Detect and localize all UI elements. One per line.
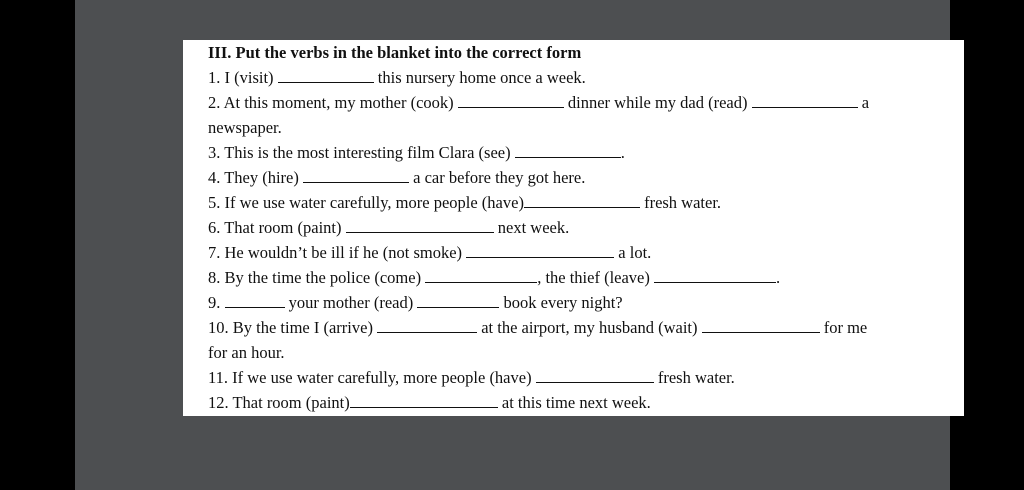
exercise-item-3 [208, 143, 944, 163]
item-text: dinner while my dad (read) [563, 93, 752, 112]
exercise-item-1 [208, 68, 944, 88]
answer-blank [536, 368, 654, 383]
exercise-item-10-continued [208, 343, 944, 363]
item-text: 7. He wouldn’t be ill if he (not smoke) [208, 243, 467, 262]
item-text: for me [819, 318, 868, 337]
item-text: at the airport, my husband (wait) [477, 318, 702, 337]
answer-blank [278, 68, 374, 83]
item-text: at this time next week. [497, 393, 651, 412]
item-text: 1. I (visit) [208, 68, 278, 87]
item-text: newspaper. [208, 118, 282, 137]
answer-blank [425, 268, 537, 283]
item-text: 9. [208, 293, 225, 312]
answer-blank [466, 243, 614, 258]
exercise-item-4 [208, 168, 944, 188]
answer-blank [417, 293, 499, 308]
item-text: for an hour. [208, 343, 285, 362]
worksheet-title: III. Put the verbs in the blanket into the correct form [208, 43, 582, 62]
item-text: 4. They (hire) [208, 168, 303, 187]
answer-blank [654, 268, 776, 283]
exercise-item-9 [208, 293, 944, 313]
answer-blank [303, 168, 409, 183]
answer-blank [515, 143, 621, 158]
exercise-item-6 [208, 218, 944, 238]
item-text: a [857, 93, 870, 112]
item-text: 5. If we use water carefully, more people (have) [208, 193, 524, 212]
worksheet-image [183, 40, 964, 416]
item-text: your mother (read) [284, 293, 418, 312]
answer-blank [225, 293, 285, 308]
exercise-item-5 [208, 193, 944, 213]
item-text: , the thief (leave) [537, 268, 655, 287]
item-text: 3. This is the most interesting film Clara (see) [208, 143, 515, 162]
item-text: next week. [493, 218, 570, 237]
item-text: 12. That room (paint) [208, 393, 350, 412]
document-viewer [75, 0, 950, 490]
item-text: a lot. [614, 243, 652, 262]
exercise-item-10 [208, 318, 944, 338]
answer-blank [524, 193, 640, 208]
item-text: fresh water. [653, 368, 735, 387]
answer-blank [752, 93, 858, 108]
answer-blank [458, 93, 564, 108]
item-text: 6. That room (paint) [208, 218, 346, 237]
answer-blank [346, 218, 494, 233]
exercise-item-2-continued [208, 118, 944, 138]
item-text: book every night? [499, 293, 623, 312]
exercise-item-11 [208, 368, 944, 388]
exercise-item-7 [208, 243, 944, 263]
answer-blank [377, 318, 477, 333]
exercise-item-2 [208, 93, 944, 113]
exercise-item-12 [208, 393, 944, 413]
item-text: 2. At this moment, my mother (cook) [208, 93, 458, 112]
item-text: 8. By the time the police (come) [208, 268, 426, 287]
exercise-item-8 [208, 268, 944, 288]
item-text: 11. If we use water carefully, more people (have) [208, 368, 536, 387]
item-text: . [776, 268, 781, 287]
answer-blank [702, 318, 820, 333]
item-text: 10. By the time I (arrive) [208, 318, 378, 337]
item-text: a car before they got here. [409, 168, 586, 187]
item-text: fresh water. [639, 193, 722, 212]
item-text: this nursery home once a week. [373, 68, 586, 87]
answer-blank [350, 393, 498, 408]
item-text: . [620, 143, 625, 162]
